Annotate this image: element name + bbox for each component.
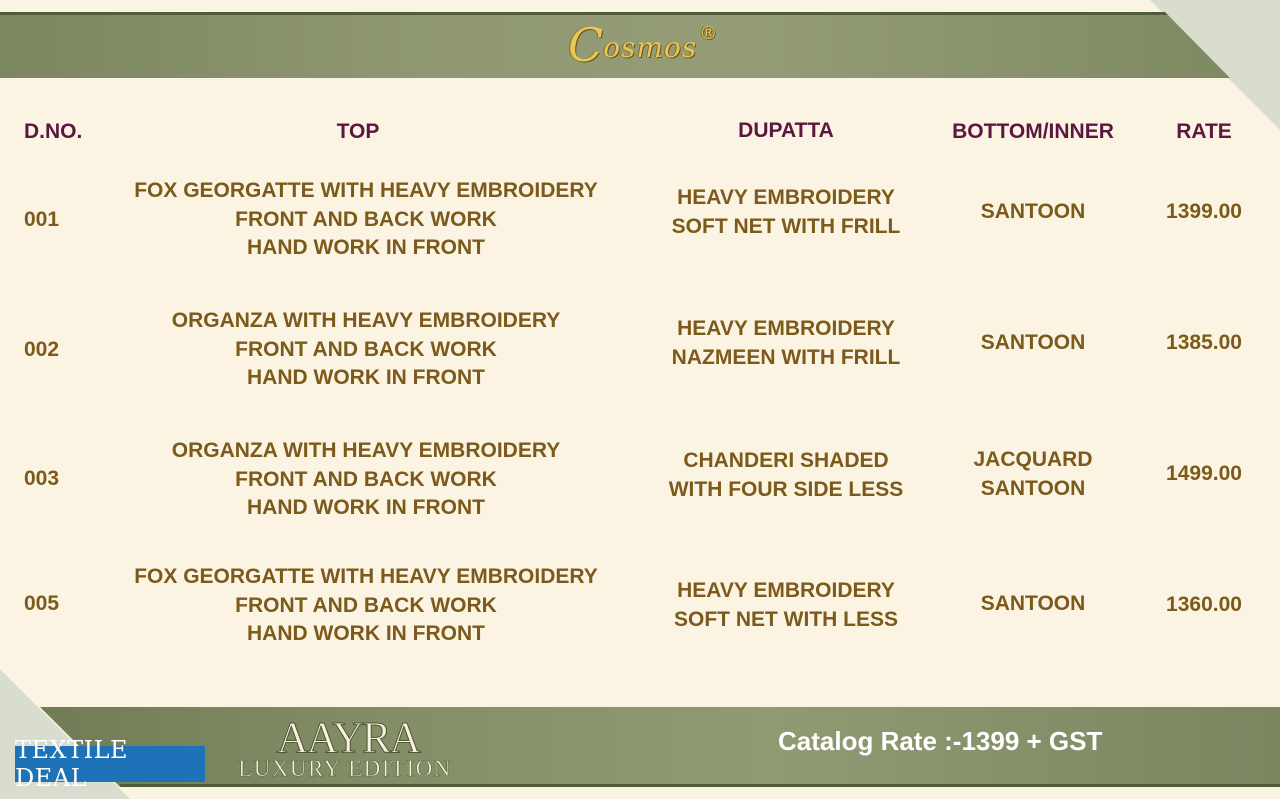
row-3-bottom-line-1: JACQUARD (973, 448, 1093, 471)
footer-divider (120, 784, 1280, 787)
row-4-dupatta (646, 577, 926, 634)
row-3-dno: 003 (24, 467, 60, 490)
row-3-bottom-line-2: SANTOON (980, 476, 1086, 500)
row-1-dno: 001 (24, 208, 60, 231)
row-4-rate: 1360.00 (1166, 593, 1242, 616)
collection-subtitle: LUXURY EDITION (238, 756, 452, 781)
column-header-bottom: BOTTOM/INNER (952, 120, 1114, 143)
row-1-top-line-1: FOX GEORGATTE WITH HEAVY EMBROIDERY (134, 179, 598, 202)
row-3-top (116, 437, 616, 523)
logo-initial: C (568, 18, 604, 72)
row-1-top-line-2: FRONT AND BACK WORK (235, 207, 497, 231)
catalog-rate: Catalog Rate :-1399 + GST (778, 726, 1103, 756)
row-2-top-line-1: ORGANZA WITH HEAVY EMBROIDERY (171, 309, 561, 332)
row-4-dno: 005 (24, 592, 60, 615)
row-1-top (116, 177, 616, 263)
row-3-rate: 1499.00 (1166, 462, 1242, 485)
row-2-top (116, 307, 616, 393)
row-1-dupatta-line-1: HEAVY EMBROIDERY (677, 186, 895, 209)
column-header-rate: RATE (1176, 120, 1232, 143)
row-1-dupatta-line-2: SOFT NET WITH FRILL (671, 214, 901, 238)
row-1-bottom (933, 198, 1133, 227)
row-3-top-line-3: HAND WORK IN FRONT (247, 496, 485, 519)
column-header-top: TOP (336, 120, 380, 143)
row-4-top (116, 563, 616, 649)
registered-mark: ® (699, 23, 718, 44)
row-4-top-line-1: FOX GEORGATTE WITH HEAVY EMBROIDERY (134, 565, 598, 588)
row-4-top-line-2: FRONT AND BACK WORK (235, 593, 497, 617)
row-2-top-line-2: FRONT AND BACK WORK (235, 337, 497, 361)
textile-deal-badge: TEXTILE DEAL (15, 746, 205, 782)
column-header-dno: D.NO. (24, 120, 83, 143)
logo-rest: osmos (603, 31, 698, 64)
row-1-dupatta (646, 184, 926, 241)
row-3-top-line-2: FRONT AND BACK WORK (235, 467, 497, 491)
row-4-bottom (933, 590, 1133, 619)
row-2-rate: 1385.00 (1166, 331, 1242, 354)
collection-name: AAYRA (276, 713, 420, 762)
brand-logo (568, 18, 717, 74)
row-3-dupatta-line-1: CHANDERI SHADED (683, 449, 889, 472)
row-4-bottom-line-1: SANTOON (980, 592, 1086, 615)
row-3-dupatta (646, 447, 926, 504)
row-4-dupatta-line-2: SOFT NET WITH LESS (674, 607, 898, 631)
row-1-rate: 1399.00 (1166, 200, 1242, 223)
row-2-bottom (933, 329, 1133, 358)
row-2-dupatta-line-2: NAZMEEN WITH FRILL (671, 345, 901, 369)
row-2-dupatta (646, 315, 926, 372)
row-3-top-line-1: ORGANZA WITH HEAVY EMBROIDERY (171, 439, 561, 462)
row-3-dupatta-line-2: WITH FOUR SIDE LESS (668, 477, 904, 501)
row-2-dno: 002 (24, 338, 60, 361)
row-1-top-line-3: HAND WORK IN FRONT (247, 236, 485, 259)
row-2-top-line-3: HAND WORK IN FRONT (247, 366, 485, 389)
row-2-bottom-line-1: SANTOON (980, 331, 1086, 354)
row-4-top-line-3: HAND WORK IN FRONT (247, 622, 485, 645)
row-2-dupatta-line-1: HEAVY EMBROIDERY (677, 317, 895, 340)
row-4-dupatta-line-1: HEAVY EMBROIDERY (677, 579, 895, 602)
row-1-bottom-line-1: SANTOON (980, 200, 1086, 223)
row-3-bottom (933, 446, 1133, 503)
column-header-dupatta: DUPATTA (738, 119, 834, 142)
